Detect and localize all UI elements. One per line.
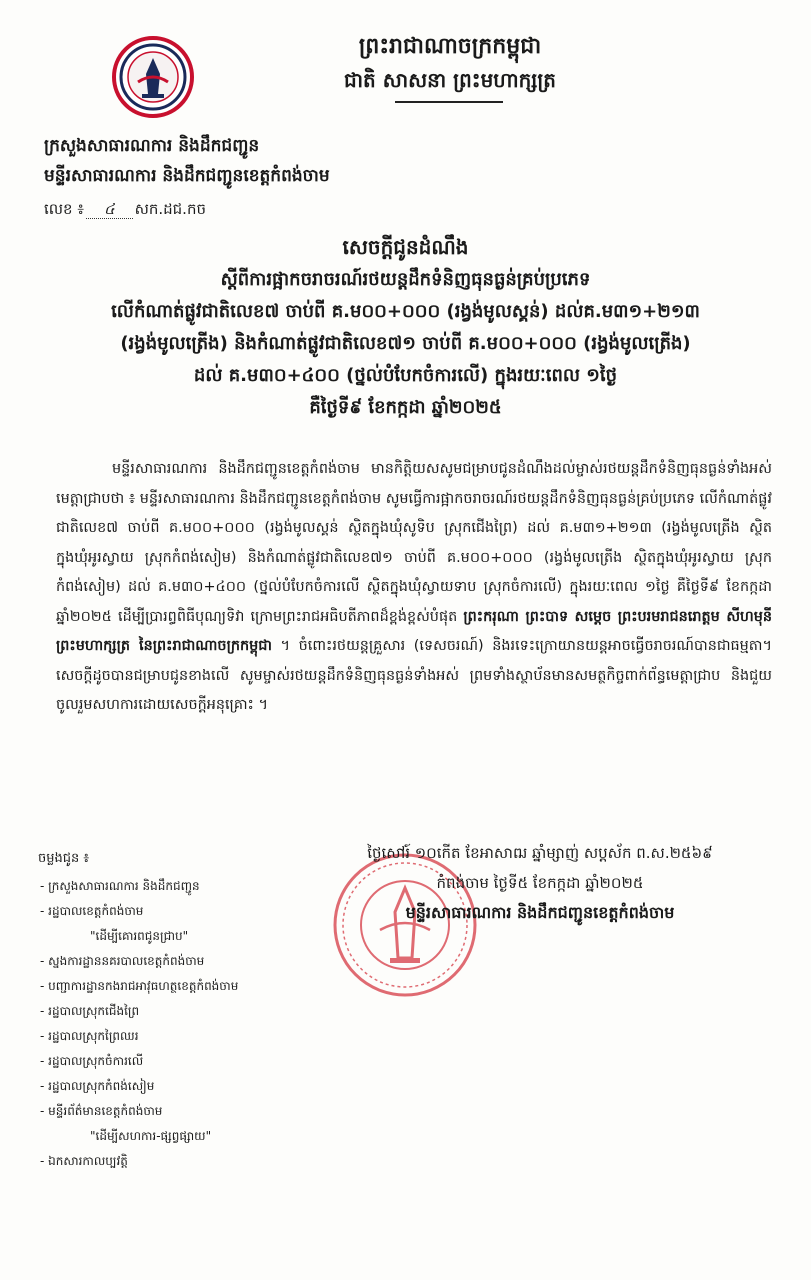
department-name: មន្ទីរសាធារណការ និងដឹកជញ្ជូនខេត្តកំពង់ចាម bbox=[44, 166, 330, 186]
cc-item: - មន្ទីរព័ត៌មានខេត្តកំពង់ចាម bbox=[40, 1104, 163, 1118]
notice-body bbox=[56, 455, 772, 721]
notice-title: សេចក្តីជូនដំណឹង bbox=[342, 235, 469, 259]
cc-item: - រដ្ឋបាលស្រុកជើងព្រៃ bbox=[40, 1004, 140, 1018]
cc-item: - បញ្ជាការដ្ឋានកងរាជអាវុធហត្ថខេត្តកំពង់ចាម bbox=[40, 979, 239, 993]
reference-prefix: លេខ ៖ bbox=[44, 200, 84, 218]
date-signature-block bbox=[320, 838, 760, 928]
notice-subject-line: ដល់ គ.ម៣០+៤០០ (ថ្នល់បំបែកចំការលើ) ក្នុងរយៈពេល ១ថ្ងៃ bbox=[193, 365, 618, 386]
notice-subject-line: (រង្វង់មូលត្រើង) និងកំណាត់ផ្លូវជាតិលេខ៧១ ចាប់ពី គ.ម០០+០០០ (រង្វង់មូលត្រើង) bbox=[120, 333, 691, 354]
notice-title-block bbox=[40, 230, 771, 424]
cc-label: ចម្លងជូន ៖ bbox=[38, 851, 90, 866]
lunar-date: ថ្ងៃសៅរ៍ ១០កើត ខែអាសាឍ ឆ្នាំម្សាញ់ សប្តស័ក ព.ស.២៥៦៩ bbox=[367, 844, 713, 862]
reference-number bbox=[44, 198, 206, 220]
gregorian-date: កំពង់ចាម ថ្ងៃទី៥ ខែកក្កដា ឆ្នាំ២០២៥ bbox=[436, 874, 644, 892]
body-paragraph-part: មន្ទីរសាធារណការ និងដឹកជញ្ជូនខេត្តកំពង់ចាម មានកិត្តិយសសូមជម្រាបជូនដំណឹងដល់ម្ចាស់រថយន្តដឹកទំនិញធុនធ្ងន់ទាំងអស់ មេត្តាជ្រាបថា ៖ មន្ទីរសាធារណការ និងដឹកជញ្ជូនខេត្តកំពង់ចាម សូមធ្វើការផ្អាកចរាចរណ៍រថយន្តដឹកទំនិញធុនធ្ងន់គ្រប់ប្រភេទ លើកំណាត់ផ្លូវជាតិលេខ៧ ចាប់ពី គ.ម០០+០០០ (រង្វង់មូលស្គន់ ស្ថិតក្នុងឃុំសូទិប ស្រុកជើងព្រៃ) ដល់ គ.ម៣១+២១៣ (រង្វង់មូលត្រើង ស្ថិតក្នុងឃុំអូរស្វាយ ស្រុកកំពង់សៀម) និងកំណាត់ផ្លូវជាតិលេខ៧១ ចាប់ពី គ.ម០០+០០០ (រង្វង់មូលត្រើង ស្ថិតក្នុងឃុំអូរស្វាយ ស្រុកកំពង់សៀម) ដល់ គ.ម៣០+៤០០ (ថ្នល់បំបែកចំការលើ ស្ថិតក្នុងឃុំស្វាយទាប ស្រុកចំការលើ) ក្នុងរយៈពេល ១ថ្ងៃ គឺថ្ងៃទី៩ ខែកក្កដា ឆ្នាំ២០២៥ ដើម្បីប្រារព្ធពិធីបុណ្យទិវា ក្រោមព្រះរាជអធិបតីភាពដ៏ខ្ពង់ខ្ពស់បំផុត bbox=[56, 461, 772, 625]
cc-item-note: "ដើម្បីសហការ-ផ្សព្វផ្សាយ" bbox=[90, 1129, 212, 1143]
cc-item: - រដ្ឋបាលស្រុកកំពង់សៀម bbox=[40, 1079, 155, 1093]
cc-item-note: "ដើម្បីគោរពជូនជ្រាប" bbox=[90, 929, 189, 943]
cc-item: - រដ្ឋបាលខេត្តកំពង់ចាម bbox=[40, 904, 144, 918]
cc-item: - ក្រសួងសាធារណការ និងដឹកជញ្ជូន bbox=[40, 879, 200, 893]
motto-divider bbox=[395, 101, 503, 103]
national-motto: ជាតិ សាសនា ព្រះមហាក្សត្រ bbox=[344, 68, 556, 92]
notice-subject-line: លើកំណាត់ផ្លូវជាតិលេខ៧ ចាប់ពី គ.ម០០+០០០ (រង្វង់មូលស្គន់) ដល់គ.ម៣១+២១៣ bbox=[111, 301, 700, 322]
royal-title: ព្រះករុណា ព្រះបាទ សម្តេច ព្រះបរមរាជនរោត្តម សីហមុនី ព្រះមហាក្សត្រ នៃព្រះរាជាណាចក្រកម្ពុជា bbox=[56, 608, 772, 654]
signatory-department: មន្ទីរសាធារណការ និងដឹកជញ្ជូនខេត្តកំពង់ចាម bbox=[405, 903, 675, 922]
reference-value: ៤ bbox=[86, 200, 133, 219]
cc-list bbox=[40, 874, 320, 1174]
reference-suffix: សក.ដជ.កច bbox=[134, 200, 206, 218]
notice-subject-line: ស្តីពីការផ្អាកចរាចរណ៍រថយន្តដឹកទំនិញធុនធ្ងន់គ្រប់ប្រភេទ bbox=[220, 269, 591, 290]
ministry-name: ក្រសួងសាធារណការ និងដឹកជញ្ជូន bbox=[44, 136, 260, 156]
cc-item: - ឯកសារកាលប្បវត្តិ bbox=[40, 1154, 128, 1168]
kingdom-heading: ព្រះរាជាណាចក្រកម្ពុជា bbox=[358, 34, 542, 59]
body-paragraph-part: ។ ចំពោះរថយន្តគ្រួសារ (ទេសចរណ៍) និងរទេះក្រោយានយន្តអាចធ្វើចរាចរណ៍បានជាធម្មតា។ សេចក្តីដូចបានជម្រាបជូនខាងលើ សូមម្ចាស់រថយន្តដឹកទំនិញធុនធ្ងន់ទាំងអស់ ព្រមទាំងស្ថាប័នមានសមត្ថកិច្ចពាក់ព័ន្ធមេត្តាជ្រាប និងជួយចូលរួមសហការដោយសេចក្តីអនុគ្រោះ ។ bbox=[56, 638, 772, 713]
ministry-logo-icon bbox=[112, 36, 194, 118]
notice-subject-line: គឺថ្ងៃទី៩ ខែកក្កដា ឆ្នាំ២០២៥ bbox=[309, 397, 502, 418]
cc-item: - ស្នងការដ្ឋាននគរបាលខេត្តកំពង់ចាម bbox=[40, 954, 205, 968]
cc-item: - រដ្ឋបាលស្រុកចំការលើ bbox=[40, 1054, 144, 1068]
cc-item: - រដ្ឋបាលស្រុកព្រៃឈរ bbox=[40, 1029, 139, 1043]
